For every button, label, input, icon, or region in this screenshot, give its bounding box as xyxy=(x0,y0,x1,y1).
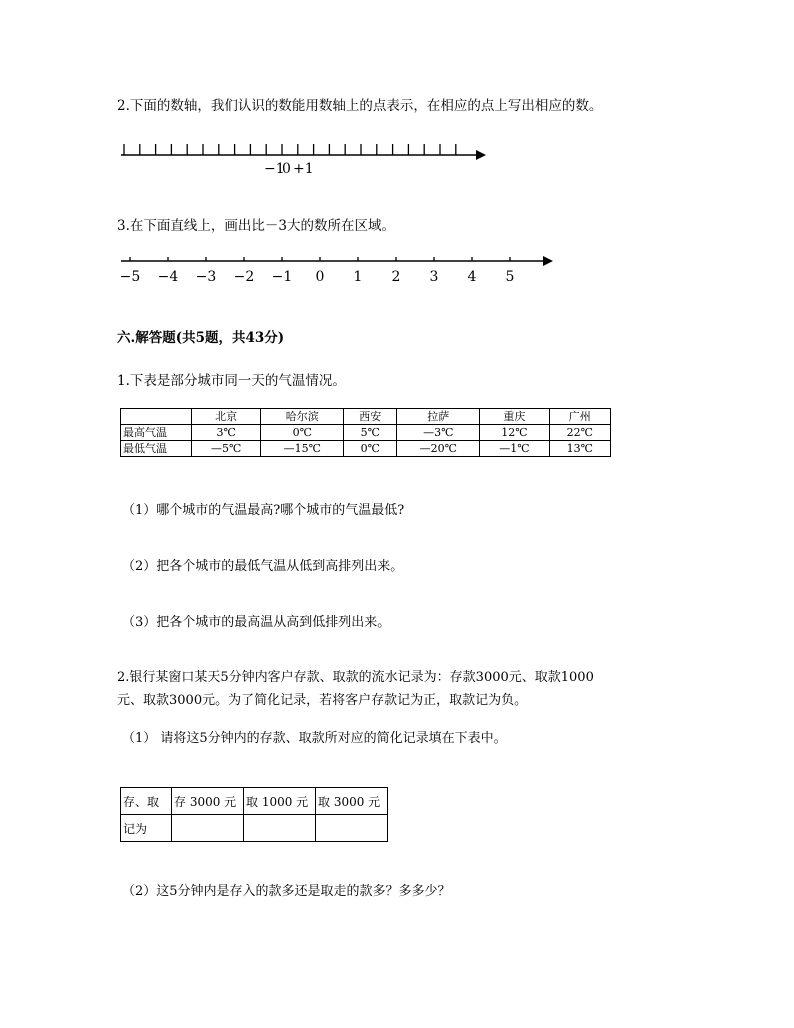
temperature-table xyxy=(120,408,611,457)
number-line-1-label-0: 0 xyxy=(282,161,291,177)
number-line-1-label-pos1: +1 xyxy=(293,161,314,177)
number-line-1-arrow xyxy=(476,150,486,160)
table-header-cell: 哈尔滨 xyxy=(261,409,344,425)
table-cell: 最高气温 xyxy=(121,425,192,441)
problem-1-sub-1: （1）哪个城市的气温最高?哪个城市的气温最低? xyxy=(122,503,405,518)
axis-tick-label: 2 xyxy=(391,269,401,285)
axis-tick-label: −2 xyxy=(233,269,255,285)
axis-tick-label: −3 xyxy=(195,269,217,285)
table-cell: 22℃ xyxy=(549,425,610,441)
question-3-text: 3.在下面直线上，画出比－3大的数所在区域。 xyxy=(117,218,395,234)
table-cell: 3℃ xyxy=(192,425,261,441)
table-header-cell: 取 1000 元 xyxy=(244,788,316,815)
number-line-1 xyxy=(116,138,496,180)
table-cell: —15℃ xyxy=(261,441,344,457)
axis-tick-label: 1 xyxy=(353,269,363,285)
problem-2-sub-2: （2）这5分钟内是存入的款多还是取走的款多？多多少？ xyxy=(122,884,451,899)
table-cell: 12℃ xyxy=(480,425,549,441)
table-cell: 0℃ xyxy=(261,425,344,441)
number-line-2-arrow xyxy=(543,256,553,266)
axis-tick-label: −1 xyxy=(271,269,293,285)
deposit-table-header xyxy=(121,788,388,815)
table-cell: 最低气温 xyxy=(121,441,192,457)
table-cell: —5℃ xyxy=(192,441,261,457)
axis-tick-label: 0 xyxy=(315,269,325,285)
table-cell: 13℃ xyxy=(549,441,610,457)
axis-tick-label: 5 xyxy=(505,269,515,285)
table-row xyxy=(121,815,388,842)
table-header-cell xyxy=(121,409,192,425)
table-cell: 5℃ xyxy=(344,425,397,441)
problem-1-sub-3: （3）把各个城市的最高温从高到低排列出来。 xyxy=(122,615,391,630)
table-header-cell: 存、取 xyxy=(121,788,172,815)
answer-cell[interactable] xyxy=(172,815,244,842)
problem-1-text: 1.下表是部分城市同一天的气温情况。 xyxy=(117,373,346,389)
table-header-cell: 重庆 xyxy=(480,409,549,425)
deposit-record-table xyxy=(120,787,388,842)
number-line-2 xyxy=(116,250,561,290)
number-line-1-label-neg1: −1 xyxy=(264,161,285,177)
answer-cell[interactable] xyxy=(244,815,316,842)
axis-tick-label: 4 xyxy=(467,269,477,285)
table-header-cell: 取 3000 元 xyxy=(316,788,388,815)
table-header-cell: 北京 xyxy=(192,409,261,425)
section-6-title: 六.解答题(共5题，共43分) xyxy=(117,330,285,346)
table-cell: 0℃ xyxy=(344,441,397,457)
table-cell: —20℃ xyxy=(397,441,480,457)
question-2-text: 2.下面的数轴，我们认识的数能用数轴上的点表示，在相应的点上写出相应的数。 xyxy=(117,98,603,114)
axis-tick-label: 3 xyxy=(429,269,439,285)
table-row xyxy=(121,425,611,441)
temperature-table-header xyxy=(121,409,611,425)
table-cell: —1℃ xyxy=(480,441,549,457)
answer-cell[interactable] xyxy=(316,815,388,842)
problem-2-sub-1: （1） 请将这5分钟内的存款、取款所对应的简化记录填在下表中。 xyxy=(122,731,507,746)
table-row xyxy=(121,441,611,457)
axis-tick-label: −5 xyxy=(119,269,141,285)
problem-2-line-1: 2.银行某窗口某天5分钟内客户存款、取款的流水记录为：存款3000元、取款1000 xyxy=(117,670,594,685)
axis-tick-label: −4 xyxy=(157,269,179,285)
problem-1-sub-2: （2）把各个城市的最低气温从低到高排列出来。 xyxy=(122,559,404,574)
table-header-cell: 存 3000 元 xyxy=(172,788,244,815)
number-line-1-ticks xyxy=(124,144,456,155)
table-header-cell: 西安 xyxy=(344,409,397,425)
table-cell: —3℃ xyxy=(397,425,480,441)
table-header-cell: 拉萨 xyxy=(397,409,480,425)
table-header-cell: 广州 xyxy=(549,409,610,425)
table-cell: 记为 xyxy=(121,815,172,842)
problem-2-line-2: 元、取款3000元。为了简化记录，若将客户存款记为正，取款记为负。 xyxy=(117,693,528,708)
